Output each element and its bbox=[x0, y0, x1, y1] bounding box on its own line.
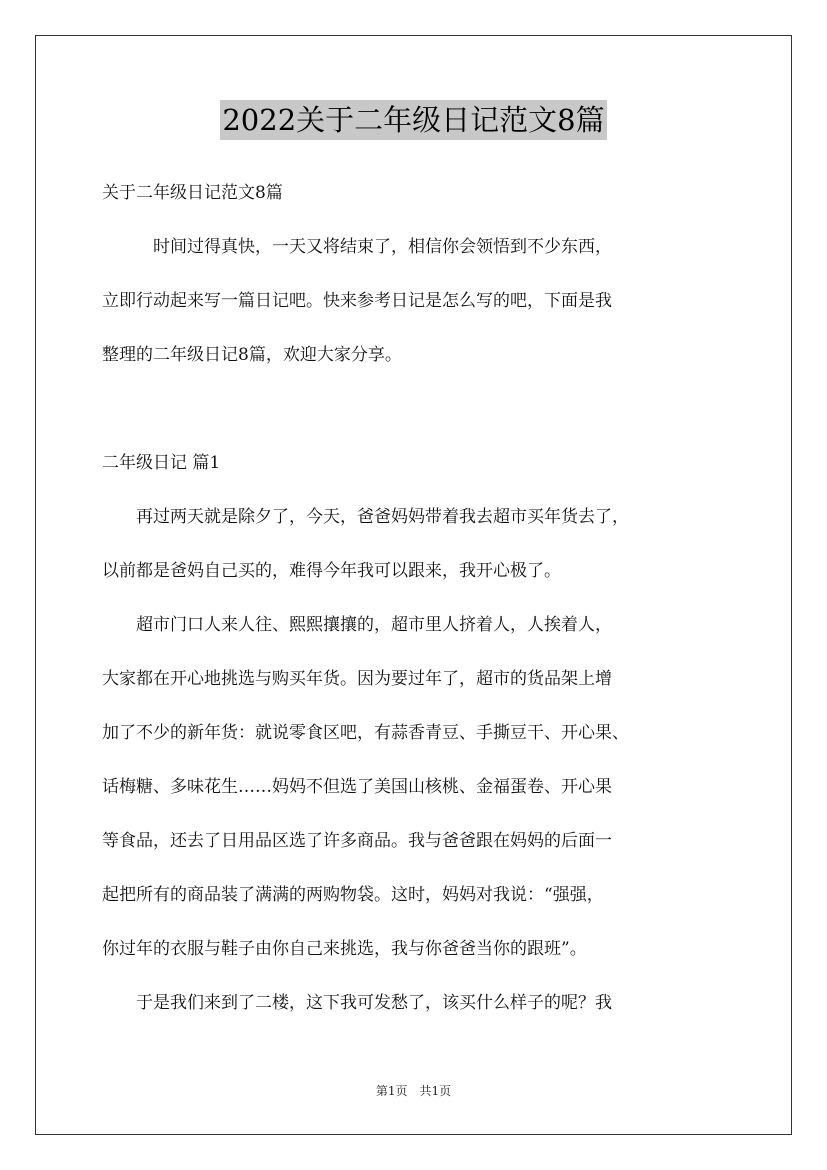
document-subtitle: 关于二年级日记范文8篇 bbox=[102, 183, 283, 203]
intro-line: 立即行动起来写一篇日记吧。快来参考日记是怎么写的吧，下面是我 bbox=[102, 291, 612, 311]
intro-line: 整理的二年级日记8篇，欢迎大家分享。 bbox=[102, 345, 402, 365]
subtitle-block bbox=[102, 166, 734, 220]
section-heading: 二年级日记 篇1 bbox=[102, 453, 221, 473]
body-line: 于是我们来到了二楼，这下我可发愁了，该买什么样子的呢？我 bbox=[102, 993, 612, 1013]
body-line: 以前都是爸妈自己买的，难得今年我可以跟来，我开心极了。 bbox=[102, 561, 561, 581]
body-line: 大家都在开心地挑选与购买年货。因为要过年了，超市的货品架上增 bbox=[102, 669, 612, 689]
page-footer: 第1页 共1页 bbox=[375, 1084, 452, 1098]
body-line: 等食品，还去了日用品区选了许多商品。我与爸爸跟在妈妈的后面一 bbox=[102, 831, 612, 851]
document-title: 2022关于二年级日记范文8篇 bbox=[220, 100, 606, 140]
body-line: 超市门口人来人往、熙熙攘攘的，超市里人挤着人，人挨着人， bbox=[102, 615, 612, 635]
body-line: 话梅糖、多味花生……妈妈不但选了美国山核桃、金福蛋卷、开心果 bbox=[102, 777, 612, 797]
section-heading-block bbox=[102, 436, 734, 490]
body-line: 你过年的衣服与鞋子由你自己来挑选，我与你爸爸当你的跟班”。 bbox=[102, 939, 587, 959]
body-text bbox=[102, 490, 734, 1030]
intro-paragraph bbox=[102, 220, 734, 382]
body-line: 起把所有的商品装了满满的两购物袋。这时，妈妈对我说：“强强， bbox=[102, 885, 604, 905]
title-container bbox=[0, 100, 827, 140]
body-line: 加了不少的新年货：就说零食区吧，有蒜香青豆、手撕豆干、开心果、 bbox=[102, 723, 629, 743]
body-line: 再过两天就是除夕了，今天，爸爸妈妈带着我去超市买年货去了， bbox=[102, 507, 629, 527]
intro-line: 时间过得真快，一天又将结束了，相信你会领悟到不少东西， bbox=[102, 237, 612, 257]
